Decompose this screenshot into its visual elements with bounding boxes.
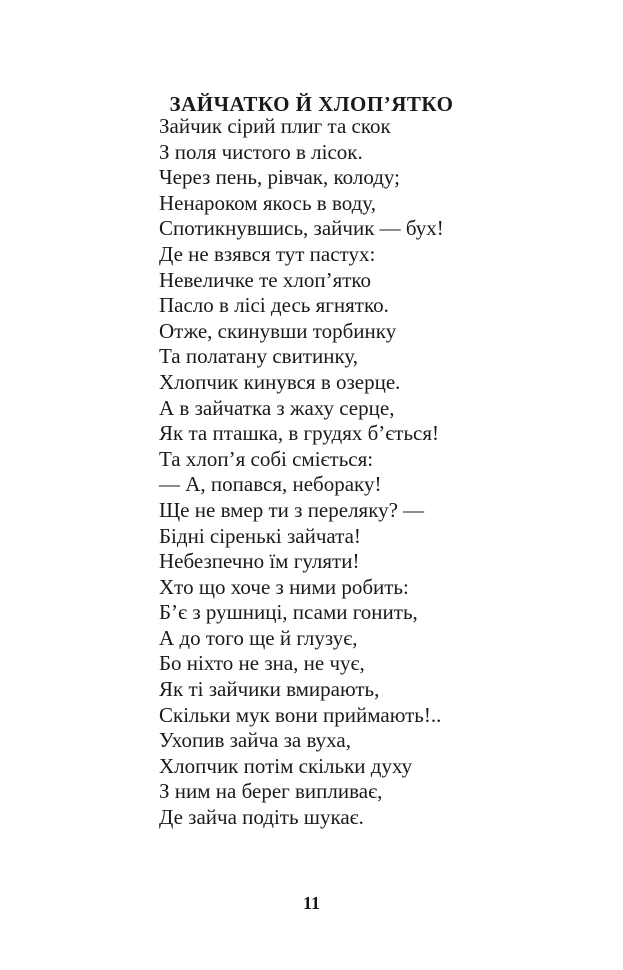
poem-line: Зайчик сірий плиг та скок [159,114,391,138]
poem-line: Як та пташка, в грудях б’ється! [159,421,440,446]
poem-line: Хлопчик потім скільки духу [159,753,413,778]
poem-line: Де зайча подіть шукає. [159,805,364,830]
poem-line: З поля чистого в лісок. [159,139,363,164]
poem-line: Небезпечно їм гуляти! [159,549,360,574]
poem-line: Хлопчик кинувся в озерце. [159,369,401,394]
poem-line: Бідні сіренькі зайчата! [159,523,361,548]
poem-line: Скільки мук вони приймають!.. [159,702,442,727]
poem-line: Отже, скинувши торбинку [159,318,397,343]
poem-line: Бо ніхто не зна, не чує, [159,651,365,676]
poem-line: Ще не вмер ти з переляку? — [159,497,425,522]
poem-line: Ненароком якось в воду, [159,190,376,215]
poem-line: З ним на берег випливає, [159,779,383,804]
poem-line: Невеличке те хлоп’ятко [159,267,372,292]
page-number: 11 [302,893,320,913]
poem-line: Ухопив зайча за вуха, [159,728,351,753]
poem-line: А до того ще й глузує, [159,625,358,650]
poem-line: Та хлоп’я собі сміється: [159,446,374,471]
poem-line: Через пень, рівчак, колоду; [159,165,400,190]
poem-line: Як ті зайчики вмирають, [159,677,380,702]
poem-line: Б’є з рушниці, псами гонить, [159,600,418,625]
poem-body [159,114,444,831]
poem-line: Пасло в лісі десь ягнятко. [159,293,389,318]
poem-line: Спотикнувшись, зайчик — бух! [159,216,444,241]
poem-title: ЗАЙЧАТКО Й ХЛОП’ЯТКО [169,92,454,117]
poem-line: Хто що хоче з ними робить: [159,574,409,599]
poem-line: — А, попався, небораку! [159,472,382,497]
poem-line: Де не взявся тут пастух: [159,241,376,266]
poem-line: Та полатану свитинку, [159,344,359,369]
poem-line: А в зайчатка з жаху серце, [159,395,395,420]
